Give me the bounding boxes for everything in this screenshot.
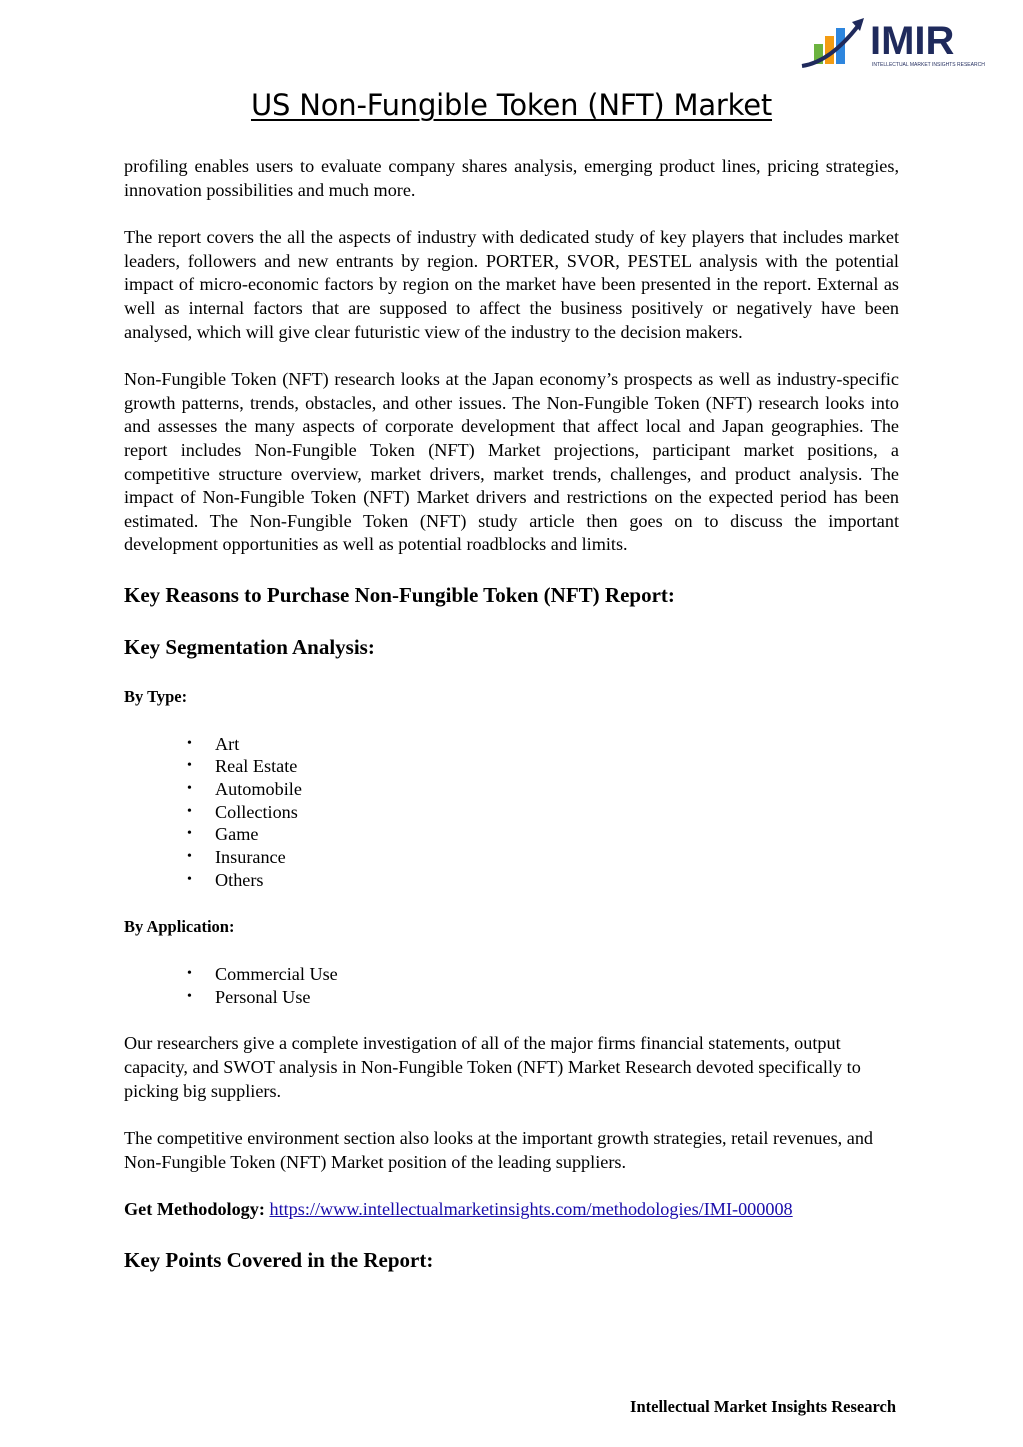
heading-key-reasons: Key Reasons to Purchase Non-Fungible Token (NFT) Report:: [124, 582, 675, 607]
list-item: • Game: [215, 823, 899, 846]
paragraph-competitive-environment: The competitive environment section also looks at the important growth strategies, retail revenues, and Non-Fungible Token (NFT) Market position of the leading suppliers.: [124, 1128, 874, 1172]
paragraph-research-overview: Non-Fungible Token (NFT) research looks at the Japan economy’s prospects as well as industry-specific growth patterns, trends, obstacles, and other issues. The Non-Fungible Token (NFT) research looks into and assesses the many aspects of corporate development that affect local and Japan geographies. The report includes Non-Fungible Token (NFT) Market projections, participant market positions, a competitive structure overview, market drivers, market trends, challenges, and product analysis. The impact of Non-Fungible Token (NFT) Market drivers and restrictions on the expected period has been estimated. The Non-Fungible Token (NFT) study article then goes on to discuss the important development opportunities as well as potential roadblocks and limits.: [124, 369, 899, 555]
type-list: [124, 733, 899, 892]
methodology-link[interactable]: https://www.intellectualmarketinsights.com/methodologies/IMI-000008: [269, 1199, 793, 1220]
list-item: • Collections: [215, 801, 899, 824]
heading-key-segmentation: Key Segmentation Analysis:: [124, 634, 375, 659]
application-list: [124, 963, 899, 1008]
paragraph-profiling: profiling enables users to evaluate company shares analysis, emerging product lines, pricing strategies, innovation possibilities and much more.: [124, 156, 899, 200]
document-body: [124, 155, 899, 1274]
list-item: • Personal Use: [215, 986, 899, 1009]
methodology-line: [124, 1198, 899, 1222]
subheading-by-application: By Application:: [124, 917, 235, 937]
list-item: • Real Estate: [215, 755, 899, 778]
logo-tagline: INTELLECTUAL MARKET INSIGHTS RESEARCH: [872, 62, 985, 68]
list-item: • Automobile: [215, 778, 899, 801]
imir-logo: [800, 14, 1000, 70]
paragraph-researchers: Our researchers give a complete investigation of all of the major firms financial statements, output capacity, and SWOT analysis in Non-Fungible Token (NFT) Market Research devoted specifically to picking big suppliers.: [124, 1033, 861, 1101]
paragraph-report-coverage: The report covers the all the aspects of industry with dedicated study of key players that includes market leaders, followers and new entrants by region. PORTER, SVOR, PESTEL analysis with the potential impact of micro-economic factors by region on the market have been presented in the report. External as well as internal factors that are supposed to affect the business positively or negatively have been analysed, which will give clear futuristic view of the industry to the decision makers.: [124, 227, 899, 342]
list-item: • Commercial Use: [215, 963, 899, 986]
logo-wordmark: IMIR: [870, 19, 955, 63]
heading-key-points: Key Points Covered in the Report:: [124, 1247, 434, 1272]
footer-company-name: Intellectual Market Insights Research: [630, 1397, 896, 1416]
list-item: • Art: [215, 733, 899, 756]
list-item: • Insurance: [215, 846, 899, 869]
methodology-label: Get Methodology:: [124, 1199, 265, 1220]
list-item: • Others: [215, 869, 899, 892]
page-title: US Non-Fungible Token (NFT) Market: [250, 88, 773, 122]
subheading-by-type: By Type:: [124, 686, 188, 706]
imir-logo-graphic: [800, 14, 1000, 70]
